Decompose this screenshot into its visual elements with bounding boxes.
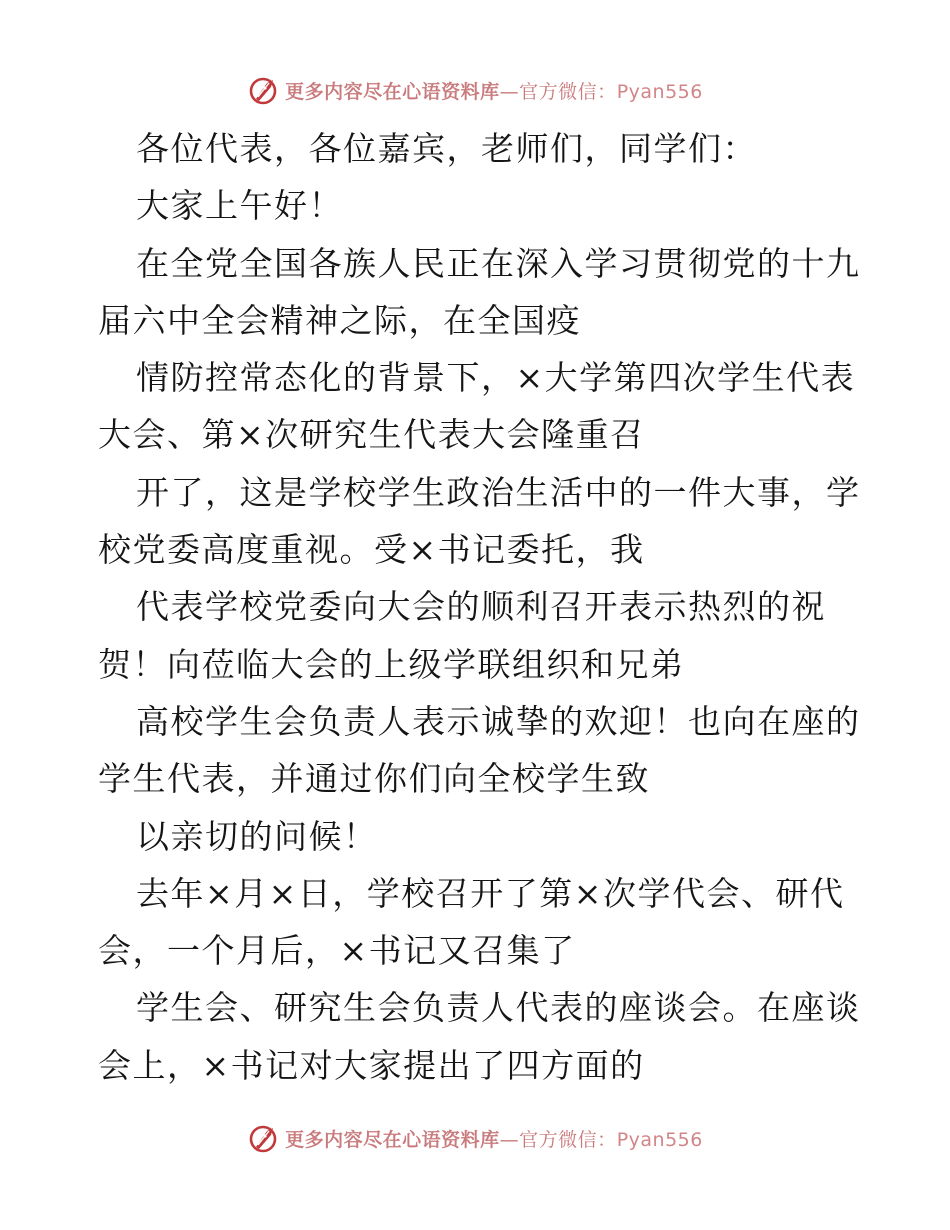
header-separator-text: —官方微信： xyxy=(499,80,617,103)
pen-nib-logo-icon xyxy=(247,74,279,106)
footer-wechat-handle: Pyan556 xyxy=(616,1128,703,1151)
body-line: 校党委高度重视。受×书记委托，我 xyxy=(98,530,645,570)
footer-banner xyxy=(0,1118,950,1158)
body-line: 在全党全国各族人民正在深入学习贯彻党的十九 xyxy=(136,243,861,283)
body-line: 学生会、研究生会负责人代表的座谈会。在座谈 xyxy=(136,988,861,1028)
body-line: 开了，这是学校学生政治生活中的一件大事，学 xyxy=(136,472,861,512)
body-line: 学生代表，并通过你们向全校学生致 xyxy=(98,759,650,799)
body-line: 高校学生会负责人表示诚挚的欢迎！也向在座的 xyxy=(136,701,861,741)
body-line: 情防控常态化的背景下，×大学第四次学生代表 xyxy=(136,358,856,398)
body-line: 各位代表，各位嘉宾，老师们，同学们： xyxy=(136,129,757,168)
header-brand-text: 更多内容尽在心语资料库 xyxy=(285,80,500,103)
body-line: 届六中全会精神之际，在全国疫 xyxy=(98,300,581,340)
body-line: 代表学校党委向大会的顺利召开表示热烈的祝 xyxy=(136,587,826,627)
footer-separator-text: —官方微信： xyxy=(499,1128,617,1151)
pen-nib-logo-icon xyxy=(247,1122,279,1154)
footer-brand-text: 更多内容尽在心语资料库 xyxy=(285,1128,500,1151)
body-line: 会，一个月后，×书记又召集了 xyxy=(98,931,576,971)
body-line: 大家上午好！ xyxy=(136,186,343,226)
body-line: 贺！向莅临大会的上级学联组织和兄弟 xyxy=(98,644,685,684)
body-line: 去年×月×日，学校召开了第×次学代会、研代 xyxy=(136,873,845,913)
header-wechat-handle: Pyan556 xyxy=(616,80,703,103)
body-line: 以亲切的问候！ xyxy=(136,816,378,856)
header-banner xyxy=(0,70,950,110)
body-line: 会上，×书记对大家提出了四方面的 xyxy=(98,1045,645,1085)
body-line: 大会、第×次研究生代表大会隆重召 xyxy=(98,415,645,455)
speech-body xyxy=(98,120,861,1094)
